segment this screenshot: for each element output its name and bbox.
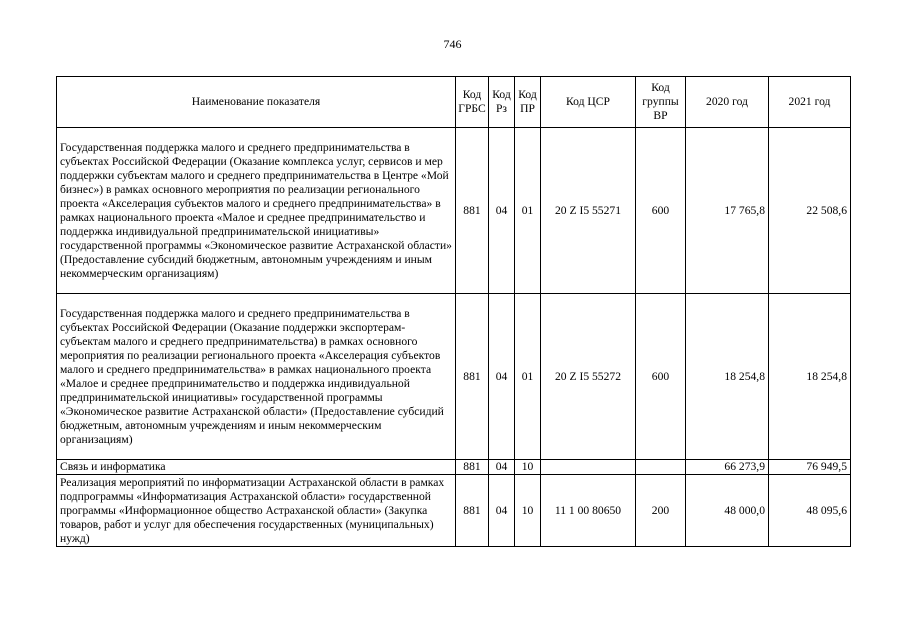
row-name: Государственная поддержка малого и среднего предпринимательства в субъектах Российской Федерации (Оказание поддержки экспортерам-субъектам малого и среднего предпринимательства) в рамках основного мероприятия по реализации регионального проекта «Акселерация субъектов малого и среднего предпринимательства» в рамках национального проекта «Малое и среднее предпринимательство и поддержка индивидуальной предпринимательской инициативы» государственной программы «Экономическое развитие Астраханской области» (Предоставление субсидий бюджетным, автономным учреждениям и иным некоммерческим организациям) [57, 294, 456, 460]
table-row [57, 460, 851, 475]
row-pr: 10 [515, 460, 541, 475]
budget-table [56, 76, 851, 547]
row-2021: 18 254,8 [769, 294, 851, 460]
row-name: Связь и информатика [57, 460, 456, 475]
row-grbs: 881 [456, 294, 489, 460]
row-rz: 04 [489, 460, 515, 475]
row-grbs: 881 [456, 460, 489, 475]
row-grbs: 881 [456, 128, 489, 294]
row-name: Государственная поддержка малого и среднего предпринимательства в субъектах Российской Федерации (Оказание комплекса услуг, сервисов и мер поддержки субъектам малого и среднего предпринимательства в Центре «Мой бизнес») в рамках основного мероприятия по реализации регионального проекта «Акселерация субъектов малого и среднего предпринимательства» в рамках национального проекта «Малое и среднее предпринимательство и поддержка индивидуальной предпринимательской инициативы» государственной программы «Экономическое развитие Астраханской области» (Предоставление субсидий бюджетным, автономным учреждениям и иным некоммерческим организациям) [57, 128, 456, 294]
table-row [57, 475, 851, 547]
header-2020: 2020 год [686, 77, 769, 128]
table-row [57, 128, 851, 294]
header-pr: Код ПР [515, 77, 541, 128]
row-2020: 17 765,8 [686, 128, 769, 294]
header-2021: 2021 год [769, 77, 851, 128]
row-2021: 48 095,6 [769, 475, 851, 547]
row-grbs: 881 [456, 475, 489, 547]
row-vr [636, 460, 686, 475]
row-rz: 04 [489, 475, 515, 547]
row-csr: 20 Z I5 55271 [541, 128, 636, 294]
row-pr: 10 [515, 475, 541, 547]
header-row [57, 77, 851, 128]
row-csr: 11 1 00 80650 [541, 475, 636, 547]
row-rz: 04 [489, 128, 515, 294]
row-vr: 600 [636, 294, 686, 460]
table-row [57, 294, 851, 460]
header-rz: Код Рз [489, 77, 515, 128]
row-csr [541, 460, 636, 475]
header-vr: Код группы ВР [636, 77, 686, 128]
row-pr: 01 [515, 128, 541, 294]
header-name: Наименование показателя [57, 77, 456, 128]
header-grbs: Код ГРБС [456, 77, 489, 128]
row-csr: 20 Z I5 55272 [541, 294, 636, 460]
page-number: 746 [443, 37, 462, 51]
row-rz: 04 [489, 294, 515, 460]
row-pr: 01 [515, 294, 541, 460]
row-2021: 76 949,5 [769, 460, 851, 475]
row-vr: 600 [636, 128, 686, 294]
row-name: Реализация мероприятий по информатизации Астраханской области в рамках подпрограммы «Информатизация Астраханской области» государственной программы «Информационное общество Астраханской области» (Закупка товаров, работ и услуг для обеспечения государственных (муниципальных) нужд) [57, 475, 456, 547]
row-vr: 200 [636, 475, 686, 547]
row-2021: 22 508,6 [769, 128, 851, 294]
row-2020: 66 273,9 [686, 460, 769, 475]
row-2020: 18 254,8 [686, 294, 769, 460]
row-2020: 48 000,0 [686, 475, 769, 547]
header-csr: Код ЦСР [541, 77, 636, 128]
